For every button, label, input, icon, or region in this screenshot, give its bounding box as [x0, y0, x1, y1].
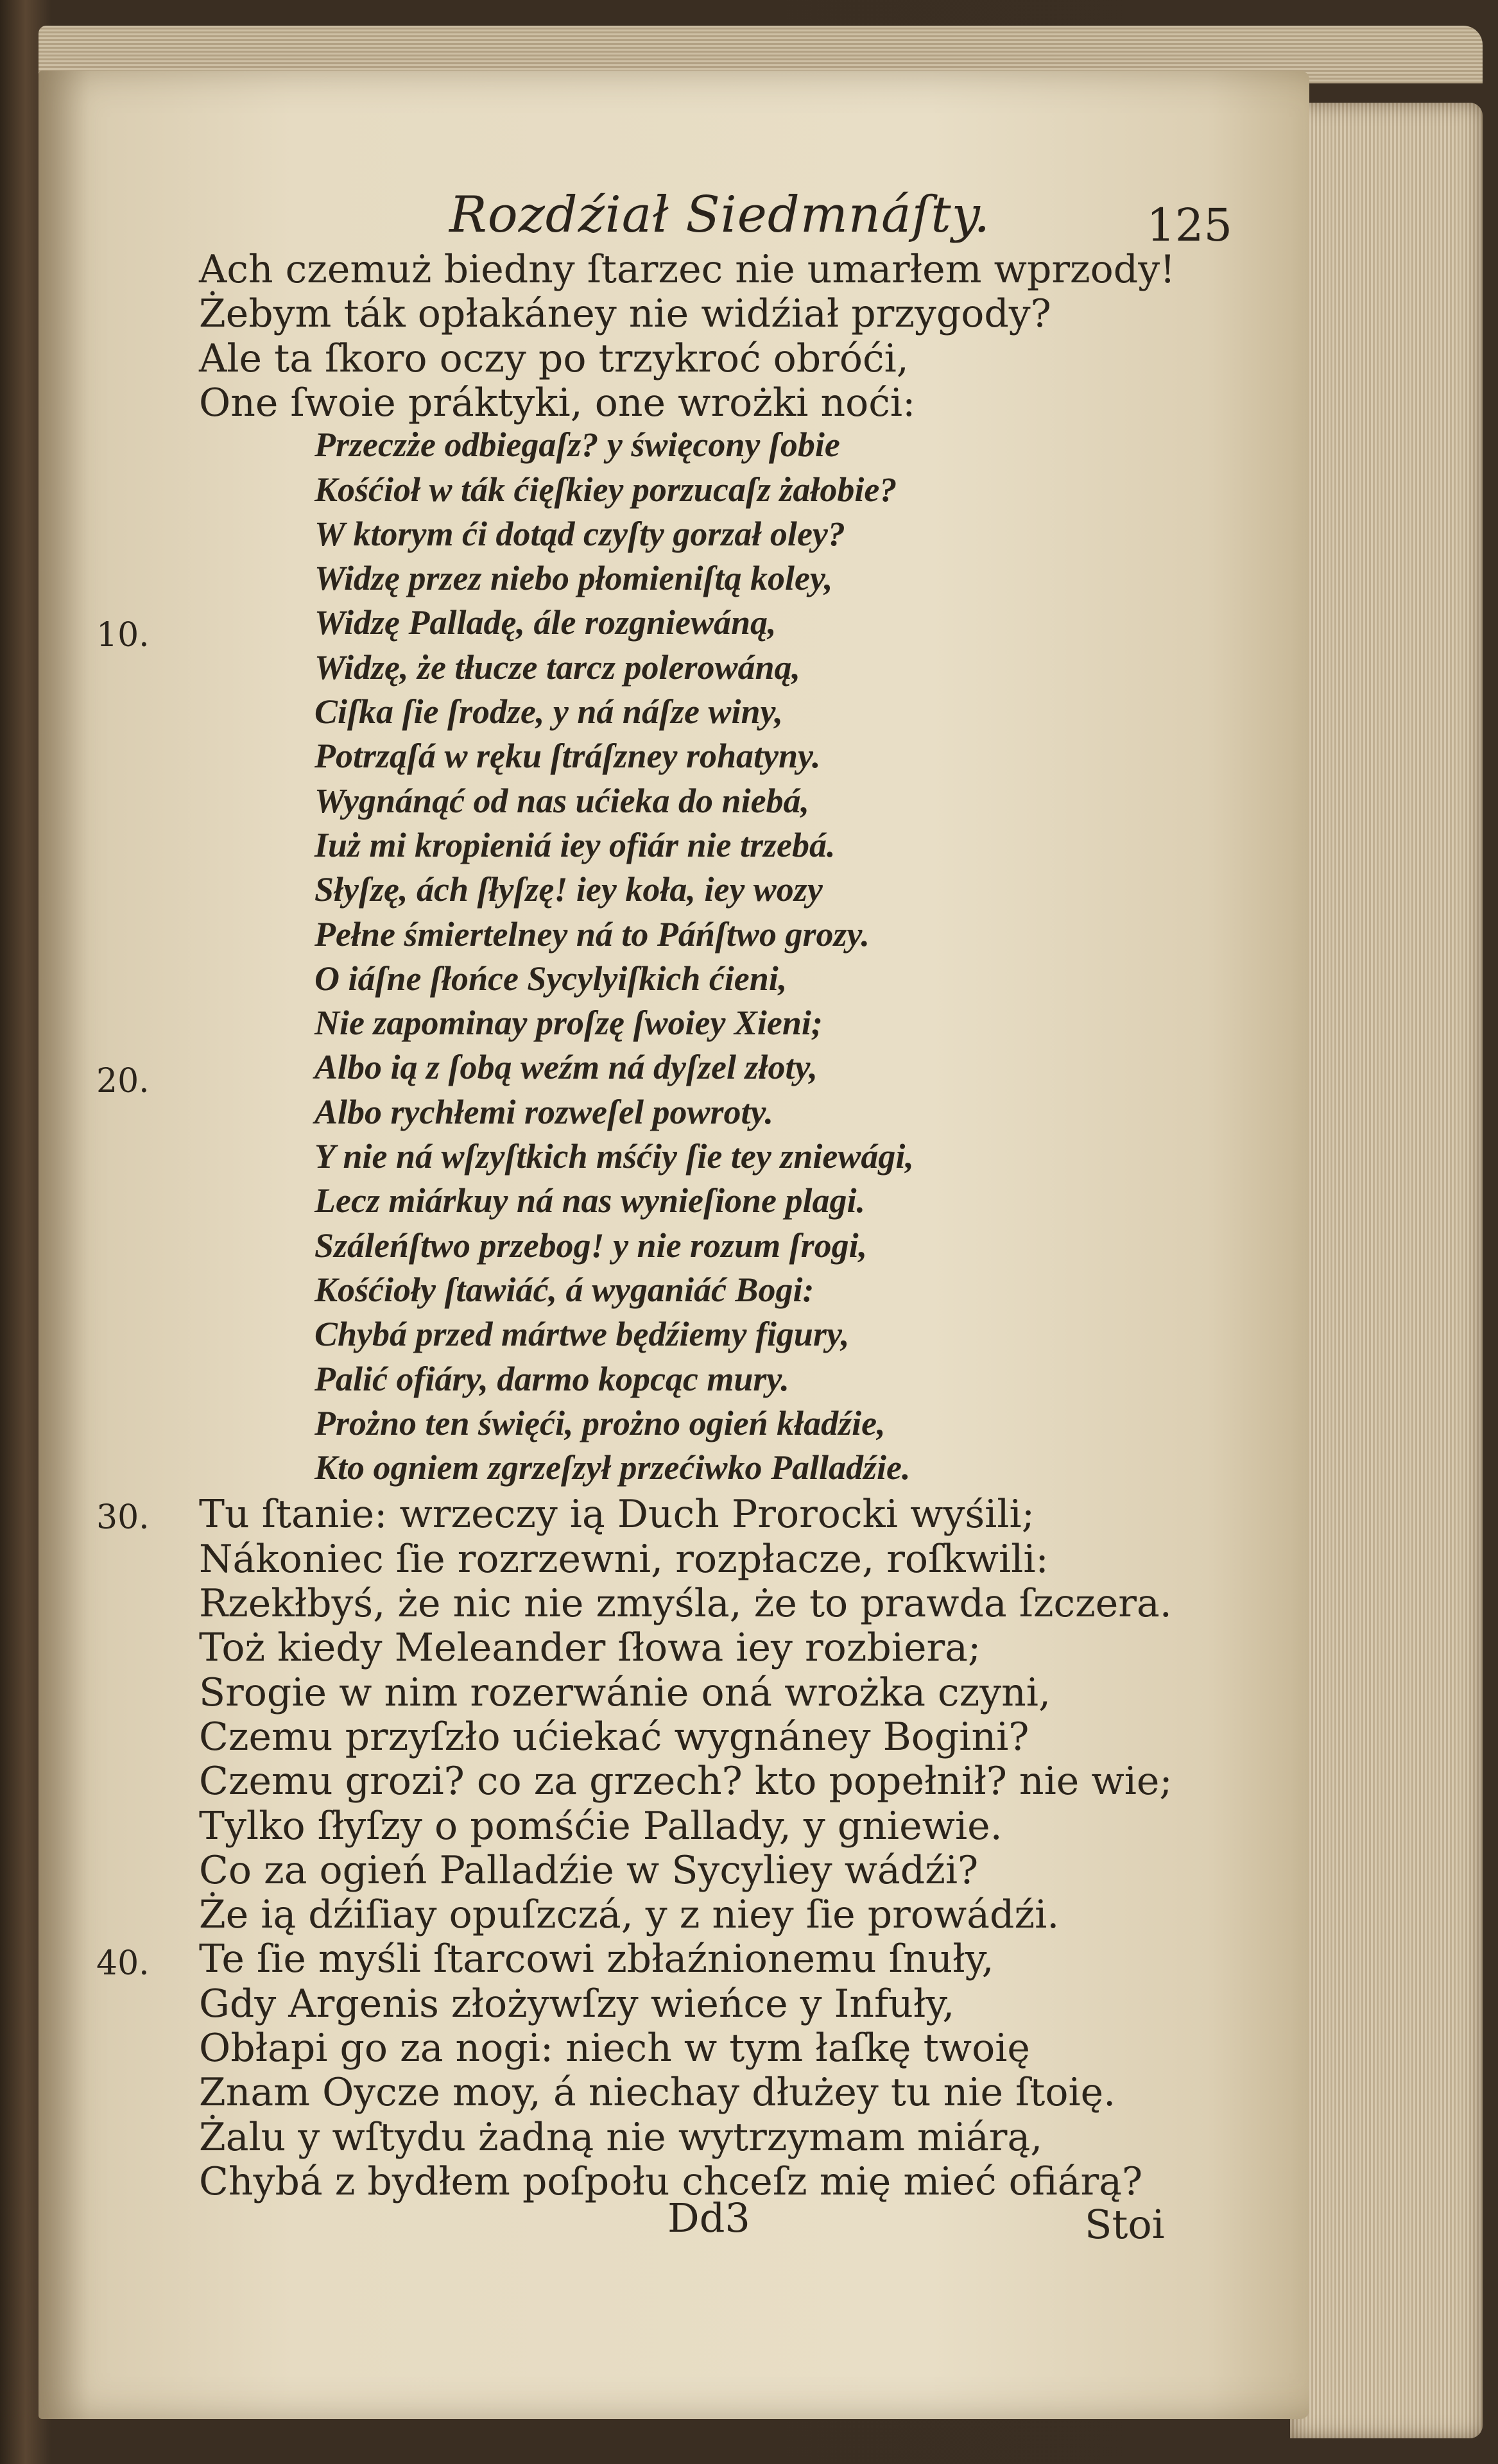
- text-line: Widzę, że tłucze tarcz polerowáną,: [314, 647, 801, 687]
- text-line: Czemu przyſzło ućiekać wygnáney Bogini?: [199, 1714, 1029, 1759]
- text-line: Kto ogniem zgrzeſzył przećiwko Palladźie.: [314, 1448, 911, 1487]
- text-line: Ale ta ſkoro oczy po trzykroć obróći,: [199, 336, 909, 381]
- text-line: Nie zapominay proſzę ſwoiey Xieni;: [314, 1004, 823, 1043]
- text-line: Tylko ſłyſzy o pomśćie Pallady, y gniewie.: [199, 1803, 1003, 1849]
- text-line: Potrząſá w ręku ſtráſzney rohatyny.: [314, 737, 821, 776]
- line-number-30: 30.: [96, 1498, 150, 1537]
- page-stack-fore-edge: [1290, 103, 1483, 2438]
- text-line: Iuż mi kropieniá iey ofiár nie trzebá.: [314, 825, 836, 864]
- signature-mark: Dd3: [667, 2194, 750, 2241]
- text-line: Palić ofiáry, darmo kopcąc mury.: [314, 1359, 789, 1398]
- text-line: Ach czemuż biedny ſtarzec nie umarłem wprzody!: [199, 247, 1176, 292]
- text-line: Prożno ten święći, prożno ogień kładźie,: [314, 1403, 886, 1442]
- text-line: O iáſne ſłońce Sycylyiſkich ćieni,: [314, 959, 788, 998]
- text-line: Chybá z bydłem poſpołu chceſz mię mieć ofiárą?: [199, 2159, 1143, 2204]
- text-line: Srogie w nim rozerwánie oná wrożka czyni,: [199, 1670, 1051, 1715]
- text-line: Czemu grozi? co za grzech? kto popełnił? nie wie;: [199, 1759, 1173, 1804]
- text-line: Albo ią z ſobą weźm ná dyſzel złoty,: [314, 1048, 818, 1087]
- text-line: Znam Oycze moy, á niechay dłużey tu nie ſtoię.: [199, 2070, 1116, 2116]
- line-number-40: 40.: [96, 1944, 150, 1983]
- text-line: Widzę Palladę, ále rozgniewáną,: [314, 603, 777, 642]
- text-line: Te ſie myśli ſtarcowi zbłaźnionemu ſnuły,: [199, 1937, 994, 1982]
- text-line: Albo rychłemi rozweſel powroty.: [314, 1092, 773, 1131]
- text-line: Rzekłbyś, że nic nie zmyśla, że to prawda ſzczera.: [199, 1581, 1172, 1626]
- text-line: One ſwoie práktyki, one wrożki noći:: [199, 380, 916, 425]
- text-line: Widzę przez niebo płomieniſtą koley,: [314, 559, 833, 598]
- text-line: Tu ſtanie: wrzeczy ią Duch Prorocki wyśili;: [199, 1492, 1035, 1537]
- text-line: Száleńſtwo przebog! y nie rozum ſrogi,: [314, 1226, 868, 1265]
- text-line: Ciſka ſie ſrodze, y ná náſze winy,: [314, 692, 783, 731]
- text-line: Nákoniec ſie rozrzewni, rozpłacze, roſkwili:: [199, 1536, 1049, 1582]
- text-line: Obłapi go za nogi: niech w tym łaſkę twoię: [199, 2026, 1030, 2071]
- text-line: Żebym ták opłakáney nie widźiał przygody?: [199, 291, 1051, 337]
- page-header: [193, 186, 1232, 257]
- text-line: Przeczże odbiegaſz? y święcony ſobie: [314, 425, 840, 465]
- text-line: Toż kiedy Meleander ſłowa iey rozbiera;: [199, 1625, 981, 1671]
- page-number: 125: [1146, 199, 1232, 252]
- text-line: Że ią dźiſiay opuſzczá, y z niey ſie prowádźi.: [199, 1892, 1060, 1938]
- catchword: Stoi: [1085, 2201, 1165, 2248]
- text-line: Co za ogień Palladźie w Sycyliey wádźi?: [199, 1847, 979, 1893]
- text-line: Kośćioły ſtawiáć, á wyganiáć Bogi:: [314, 1270, 814, 1309]
- text-line: Lecz miárkuy ná nas wynieſione plagi.: [314, 1181, 866, 1220]
- text-line: Kośćioł w ták ćięſkiey porzucaſz żałobie?: [314, 470, 897, 509]
- running-title: Rozdźiał Siedmnáſty.: [449, 186, 991, 244]
- text-line: Wygnánąć od nas ućieka do niebá,: [314, 781, 810, 820]
- text-line: Chybá przed mártwe będźiemy figury,: [314, 1315, 850, 1354]
- line-number-10: 10.: [96, 616, 150, 654]
- text-line: Żalu y wſtydu żadną nie wytrzymam miárą,: [199, 2114, 1043, 2160]
- text-line: Pełne śmiertelney ná to Páńſtwo grozy.: [314, 914, 870, 954]
- text-line: Gdy Argenis złożywſzy wieńce y Infuły,: [199, 1981, 955, 2026]
- line-number-20: 20.: [96, 1062, 150, 1100]
- text-line: Słyſzę, ách ſłyſzę! iey koła, iey wozy: [314, 870, 823, 909]
- text-line: Y nie ná wſzyſtkich mśćiy ſie tey zniewági,: [314, 1137, 914, 1176]
- text-line: W ktorym ći dotąd czyſty gorzał oley?: [314, 514, 845, 553]
